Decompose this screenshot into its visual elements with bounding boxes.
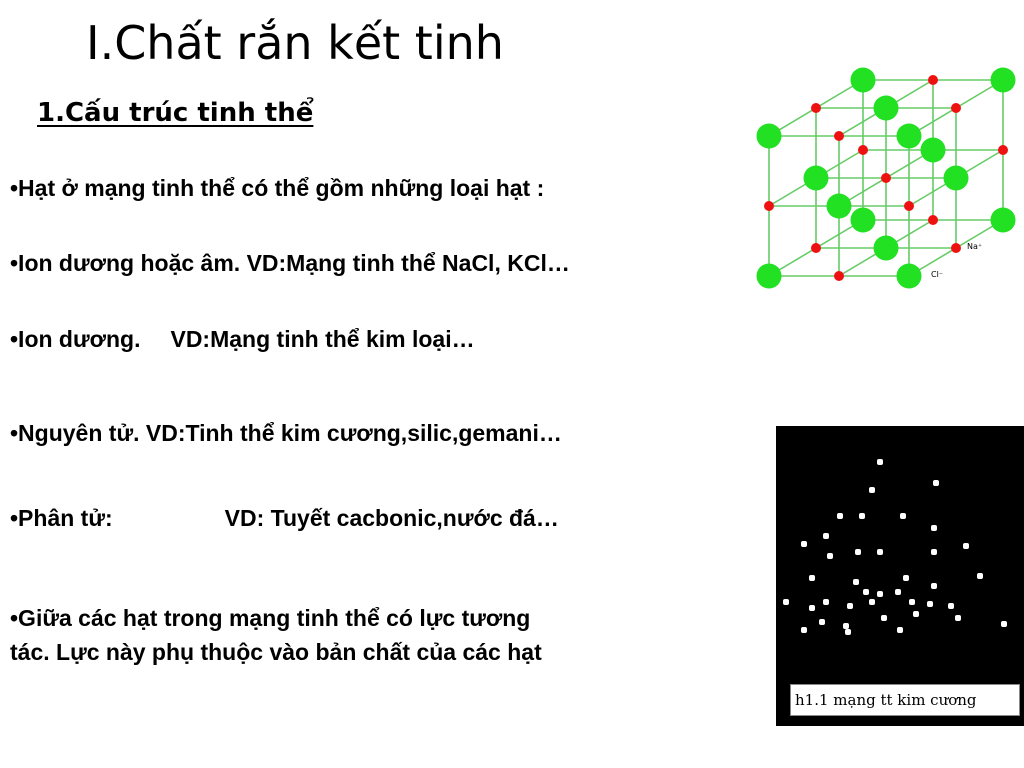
na-ion [834, 131, 844, 141]
atom-dot [913, 611, 919, 617]
na-ion [904, 201, 914, 211]
na-ion [998, 145, 1008, 155]
atom-dot [823, 533, 829, 539]
na-ion [928, 215, 938, 225]
atom-dot [897, 627, 903, 633]
bullet-example: VD: Tuyết cacbonic,nước đá… [224, 505, 559, 531]
cl-ion [874, 96, 899, 121]
cl-ion [897, 124, 922, 149]
atom-dot [847, 603, 853, 609]
cl-ion [757, 264, 782, 289]
bullet-interaction-force [10, 601, 542, 669]
atom-dot [931, 525, 937, 531]
atom-dot [955, 615, 961, 621]
cl-ion [944, 166, 969, 191]
atom-dot [948, 603, 954, 609]
na-label: Na⁺ [967, 242, 983, 251]
na-ion [811, 243, 821, 253]
diamond-dots [776, 426, 1024, 726]
atom-dot [845, 629, 851, 635]
bullet-ions: •Ion dương hoặc âm. VD:Mạng tinh thể NaCl, KCl… [10, 250, 570, 276]
na-ion [834, 271, 844, 281]
atom-dot [963, 543, 969, 549]
atom-dot [895, 589, 901, 595]
na-ion [858, 145, 868, 155]
na-ion [811, 103, 821, 113]
atom-dot [827, 553, 833, 559]
bullet-particle-types: •Hạt ở mạng tinh thể có thể gồm những loại hạt : [10, 175, 545, 201]
bullet-positive-ions [10, 322, 475, 356]
atom-dot [783, 599, 789, 605]
bullet-example: VD:Mạng tinh thể kim loại… [170, 326, 475, 352]
atom-dot [931, 549, 937, 555]
atom-dot [859, 513, 865, 519]
cl-ion [874, 236, 899, 261]
atom-dot [837, 513, 843, 519]
lattice-atoms [757, 68, 1016, 289]
figure-caption: h1.1 mạng tt kim cương [795, 691, 977, 709]
na-ion [881, 173, 891, 183]
atom-dot [881, 615, 887, 621]
cl-ion [851, 208, 876, 233]
atom-dot [877, 459, 883, 465]
bullet-label: •Ion dương. [10, 326, 141, 352]
atom-dot [801, 541, 807, 547]
cl-ion [897, 264, 922, 289]
cl-ion [827, 194, 852, 219]
atom-dot [809, 575, 815, 581]
cl-ion [851, 68, 876, 93]
cl-ion [991, 68, 1016, 93]
atom-dot [977, 573, 983, 579]
bullet-atoms: •Nguyên tử. VD:Tinh thể kim cương,silic,gemani… [10, 420, 562, 446]
na-ion [928, 75, 938, 85]
na-ion [951, 243, 961, 253]
atom-dot [809, 605, 815, 611]
atom-dot [877, 549, 883, 555]
bullet-line: tác. Lực này phụ thuộc vào bản chất của các hạt [10, 639, 542, 665]
nacl-lattice-figure [750, 56, 1022, 292]
cl-ion [921, 138, 946, 163]
na-ion [764, 201, 774, 211]
atom-dot [927, 601, 933, 607]
bullet-molecules [10, 501, 559, 535]
atom-dot [801, 627, 807, 633]
bullet-line: •Giữa các hạt trong mạng tinh thể có lực tương [10, 605, 531, 631]
atom-dot [869, 487, 875, 493]
atom-dot [1001, 621, 1007, 627]
atom-dot [931, 583, 937, 589]
na-ion [951, 103, 961, 113]
diamond-lattice-figure [776, 426, 1024, 726]
atom-dot [933, 480, 939, 486]
cl-ion [991, 208, 1016, 233]
atom-dot [819, 619, 825, 625]
atom-dot [903, 575, 909, 581]
atom-dot [843, 623, 849, 629]
cl-ion [757, 124, 782, 149]
slide-title: I.Chất rắn kết tinh [86, 16, 504, 70]
atom-dot [823, 599, 829, 605]
atom-dot [877, 591, 883, 597]
bullet-label: •Phân tử: [10, 505, 113, 531]
atom-dot [853, 579, 859, 585]
atom-dot [855, 549, 861, 555]
atom-dot [900, 513, 906, 519]
figure-caption-box [790, 684, 1020, 716]
section-heading: 1.Cấu trúc tinh thể [37, 98, 314, 128]
cl-ion [804, 166, 829, 191]
atom-dot [863, 589, 869, 595]
atom-dot [869, 599, 875, 605]
atom-dot [909, 599, 915, 605]
cl-label: Cl⁻ [931, 270, 944, 279]
